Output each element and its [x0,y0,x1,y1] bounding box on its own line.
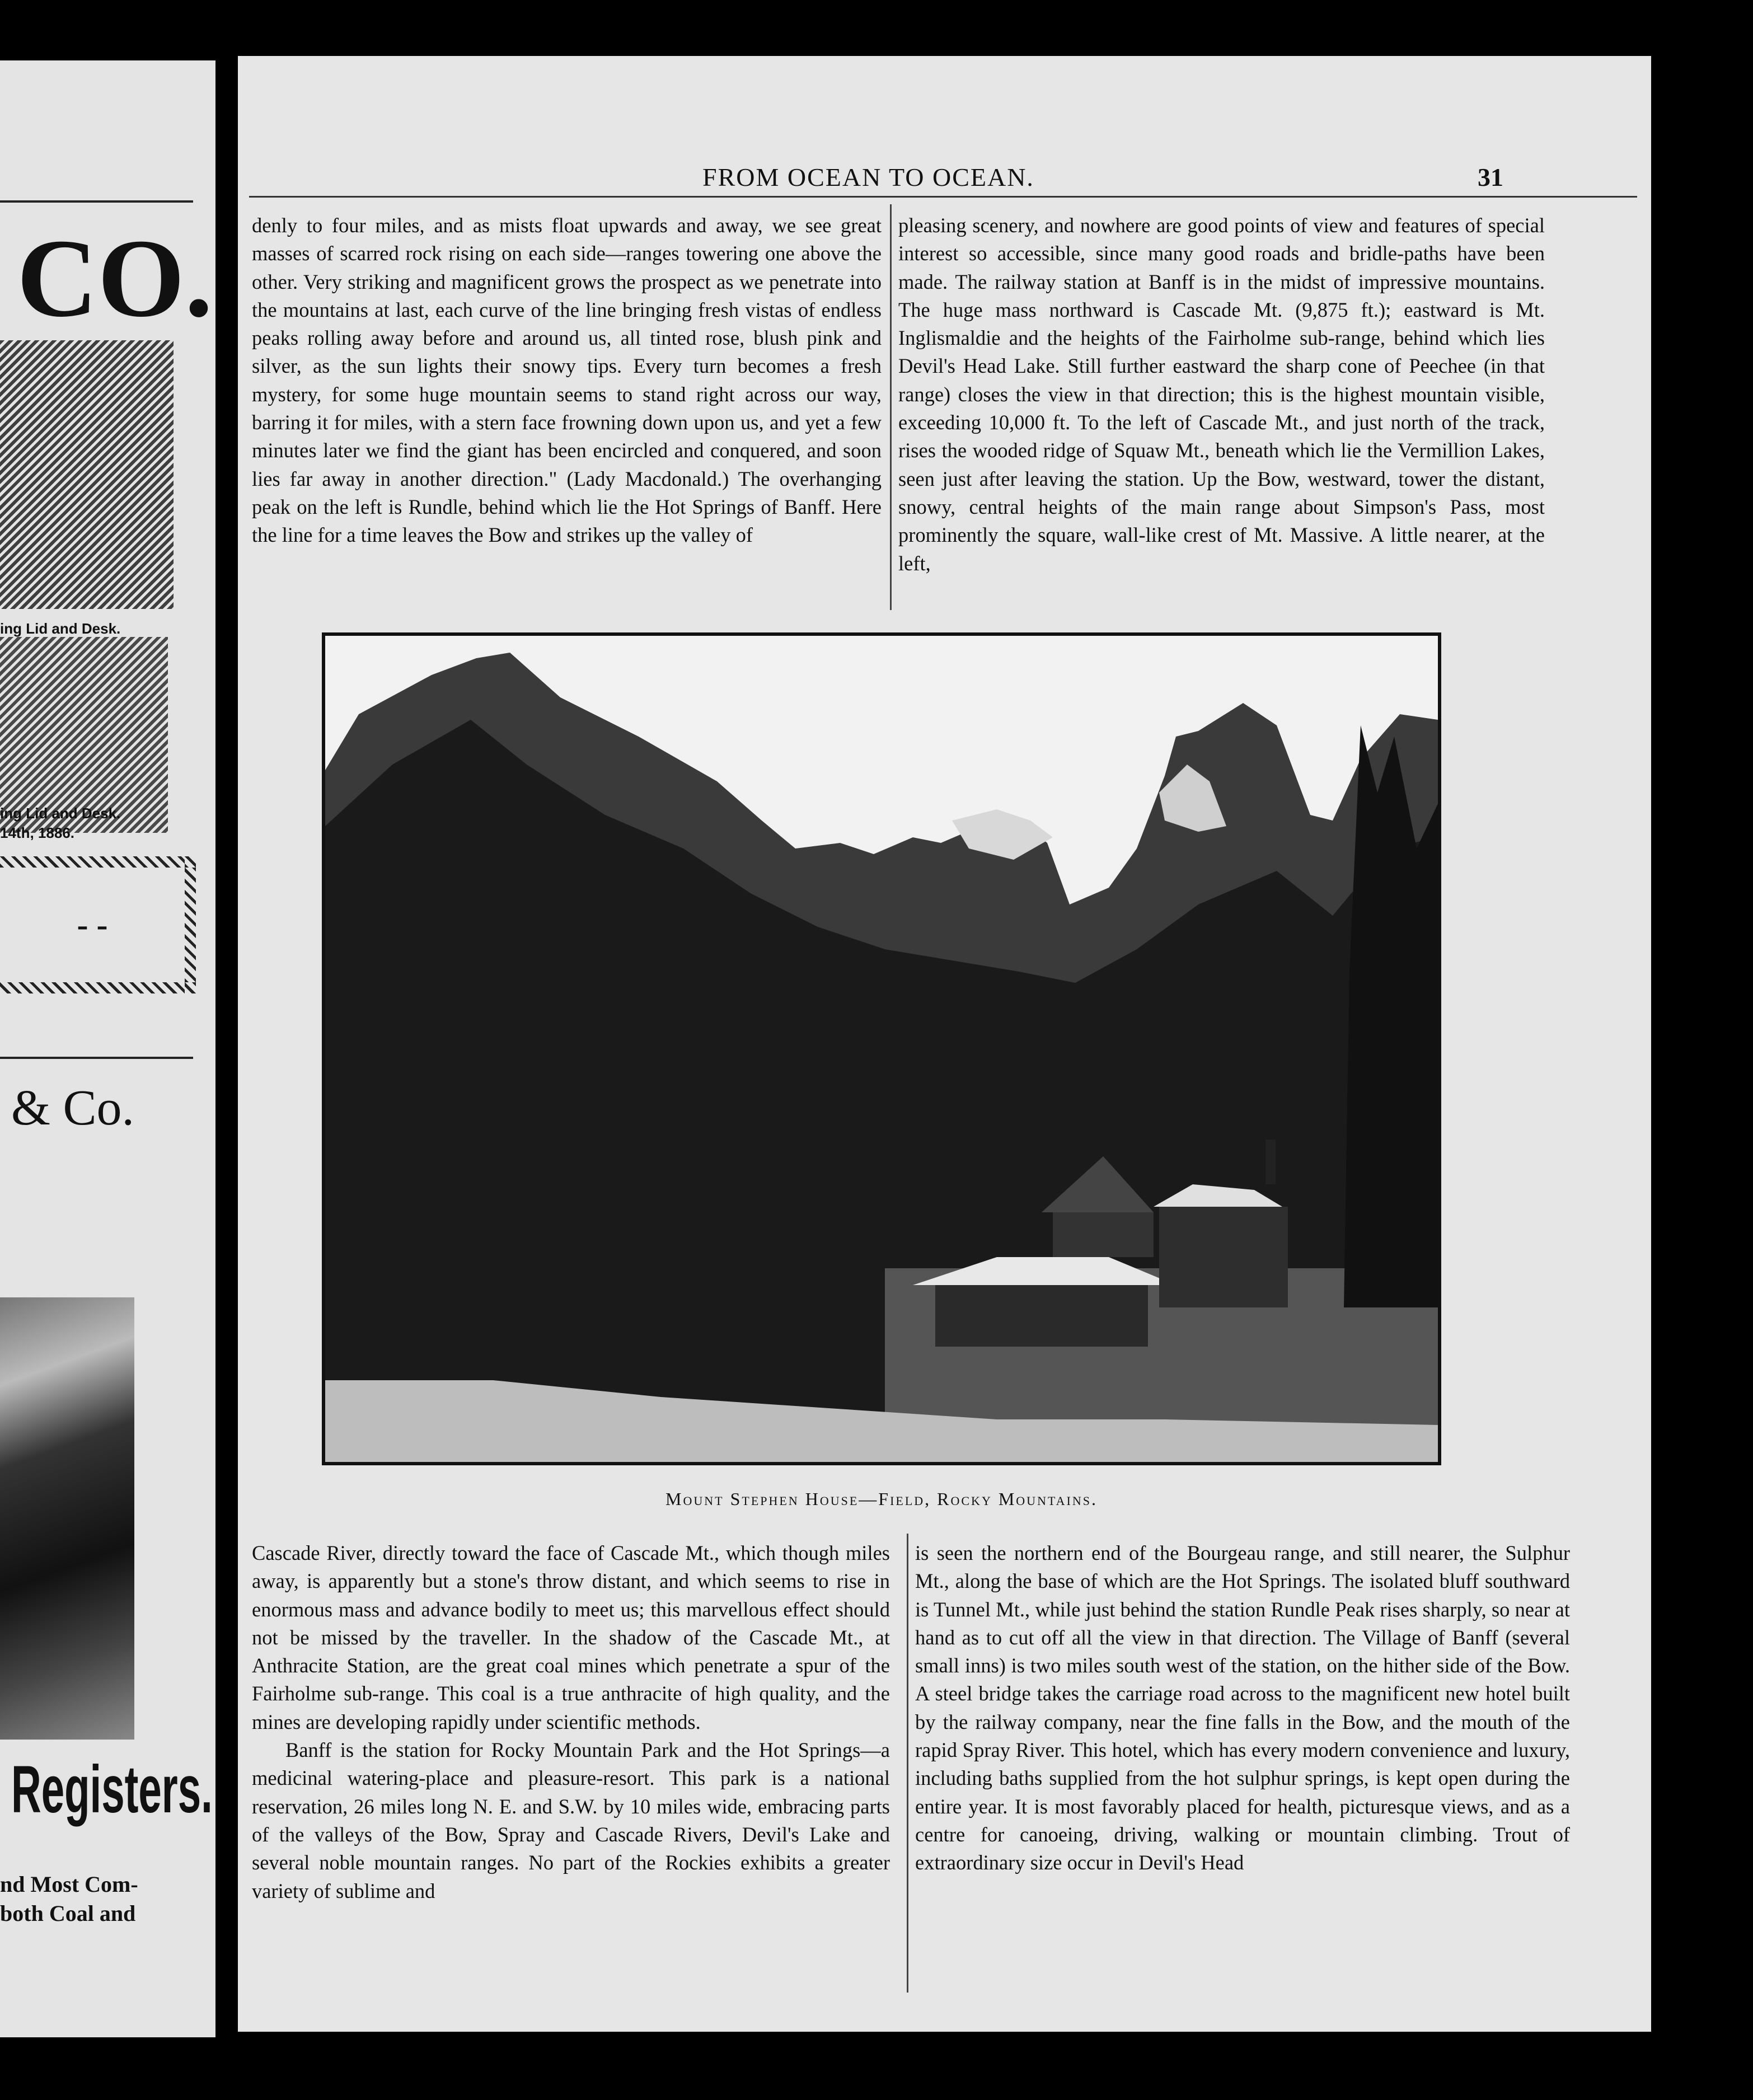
facing-headline-and-co: & Co. [11,1080,135,1136]
column-rule [890,204,892,610]
facing-headline-registers: Registers. [11,1752,213,1827]
hatched-box [0,856,196,993]
facing-headline-co: CO. [17,217,213,340]
book-page [238,56,1651,2032]
text-column-bottom-right [915,1539,1570,1877]
text-column-bottom-left [252,1539,890,1905]
paragraph: denly to four miles, and as mists float upwards and away, we see great masses of scarred rock rising on each side—ranges towering one above the other. Very striking and magnificent grows the prospect as we penetrate into the mountains at last, each curve of the line bringing fresh vistas of endless peaks rolling away before and around us, all tinted rose, blush pink and silver, as the sun lights their snowy tips. Every turn becomes a fresh mystery, for some huge mountain seems to stand right across our way, barring it for miles, with a stern face frowning down upon us, and yet a few minutes later we find the giant has been encircled and conquered, and soon lies far away in another direction." (Lady Macdonald.) The overhanging peak on the left is Rundle, behind which lie the Hot Springs of Banff. Here the line for a time leaves the Bow and strikes up the valley of [252,214,882,547]
ship-illustration [0,1297,134,1740]
running-head [238,162,1651,196]
facing-text: both Coal and [0,1901,136,1926]
facing-caption: ing Lid and Desk. [0,620,121,637]
page-number: 31 [1478,163,1503,191]
header-rule [249,196,1637,198]
facing-text: nd Most Com- [0,1872,138,1897]
text-column-top-right [898,212,1545,578]
desk-illustration [0,340,174,609]
box-text: - - [0,868,185,982]
paragraph: Cascade River, directly toward the face of Cascade Mt., which though miles away, is apparently but a stone's throw distant, and which seems to rise in enormous mass and advance bodily to meet us; this marvellous effect should not be missed by the traveller. In the shadow of the Cascade Mt., at Anthracite Station, are the great coal mines which penetrate a spur of the Fairholme sub-range. This coal is a true anthracite of high quality, and the mines are developing rapidly under scientific methods. [252,1541,890,1733]
paragraph: is seen the northern end of the Bourgeau range, and still nearer, the Sulphur Mt., along the base of which are the Hot Springs. The isolated bluff southward is Tunnel Mt., while just behind the station Rundle Peak rises sharply, so near at hand as to cut off all the view in that direction. The Village of Banff (several small inns) is two miles south west of the station, on the hither side of the Bow. A steel bridge takes the carriage road across to the magnificent new hotel built by the railway company, near the fine falls in the Bow, and the mouth of the rapid Spray River. This hotel, which has every modern convenience and luxury, including baths supplied from the hot sulphur springs, is kept open during the entire year. It is most favorably placed for health, picturesque views, and as a centre for canoeing, driving, walking or mountain climbing. Trout of extraordinary size occur in Devil's Head [915,1541,1570,1874]
paragraph: pleasing scenery, and nowhere are good points of view and features of special interest so accessible, since many good roads and bridle-paths have been made. The railway station at Banff is in the midst of impressive mountains. The huge mass northward is Cascade Mt. (9,875 ft.); eastward is Mt. Inglismaldie and the heights of the Fairholme sub-range, behind which lies Devil's Head Lake. Still further eastward the sharp cone of Peechee (in that range) closes the view in that direction; this is the highest mountain visible, exceeding 10,000 ft. To the left of Cascade Mt., and just north of the track, rises the wooded ridge of Squaw Mt., beneath which lie the Vermillion Lakes, seen just after leaving the station. Up the Bow, westward, tower the distant, snowy, central heights of the main range about Simpson's Pass, most prominently the square, wall-like crest of Mt. Massive. A little nearer, at the left, [898,214,1545,575]
paragraph: Banff is the station for Rocky Mountain Park and the Hot Springs—a medicinal watering-place and pleasure-resort. This park is a national reservation, 26 miles long N. E. and S.W. by 10 miles wide, embracing parts of the valleys of the Bow, Spray and Cascade Rivers, Devil's Lake and several noble mountain ranges. No part of the Rockies exhibits a greater variety of sublime and [252,1738,890,1902]
text-column-top-left [252,212,882,550]
desk-illustration [0,637,168,833]
divider [0,200,193,203]
facing-caption: 14th, 1886. [0,824,74,841]
figure-caption: Mount Stephen House—Field, Rocky Mountains. [665,1489,1098,1509]
divider [0,1057,193,1059]
facing-caption: ing Lid and Desk. [0,805,121,822]
column-rule [907,1534,908,1993]
facing-page [0,60,215,2037]
page-title: FROM OCEAN TO OCEAN. [702,163,1034,191]
engraving-mount-stephen-house [322,632,1441,1465]
